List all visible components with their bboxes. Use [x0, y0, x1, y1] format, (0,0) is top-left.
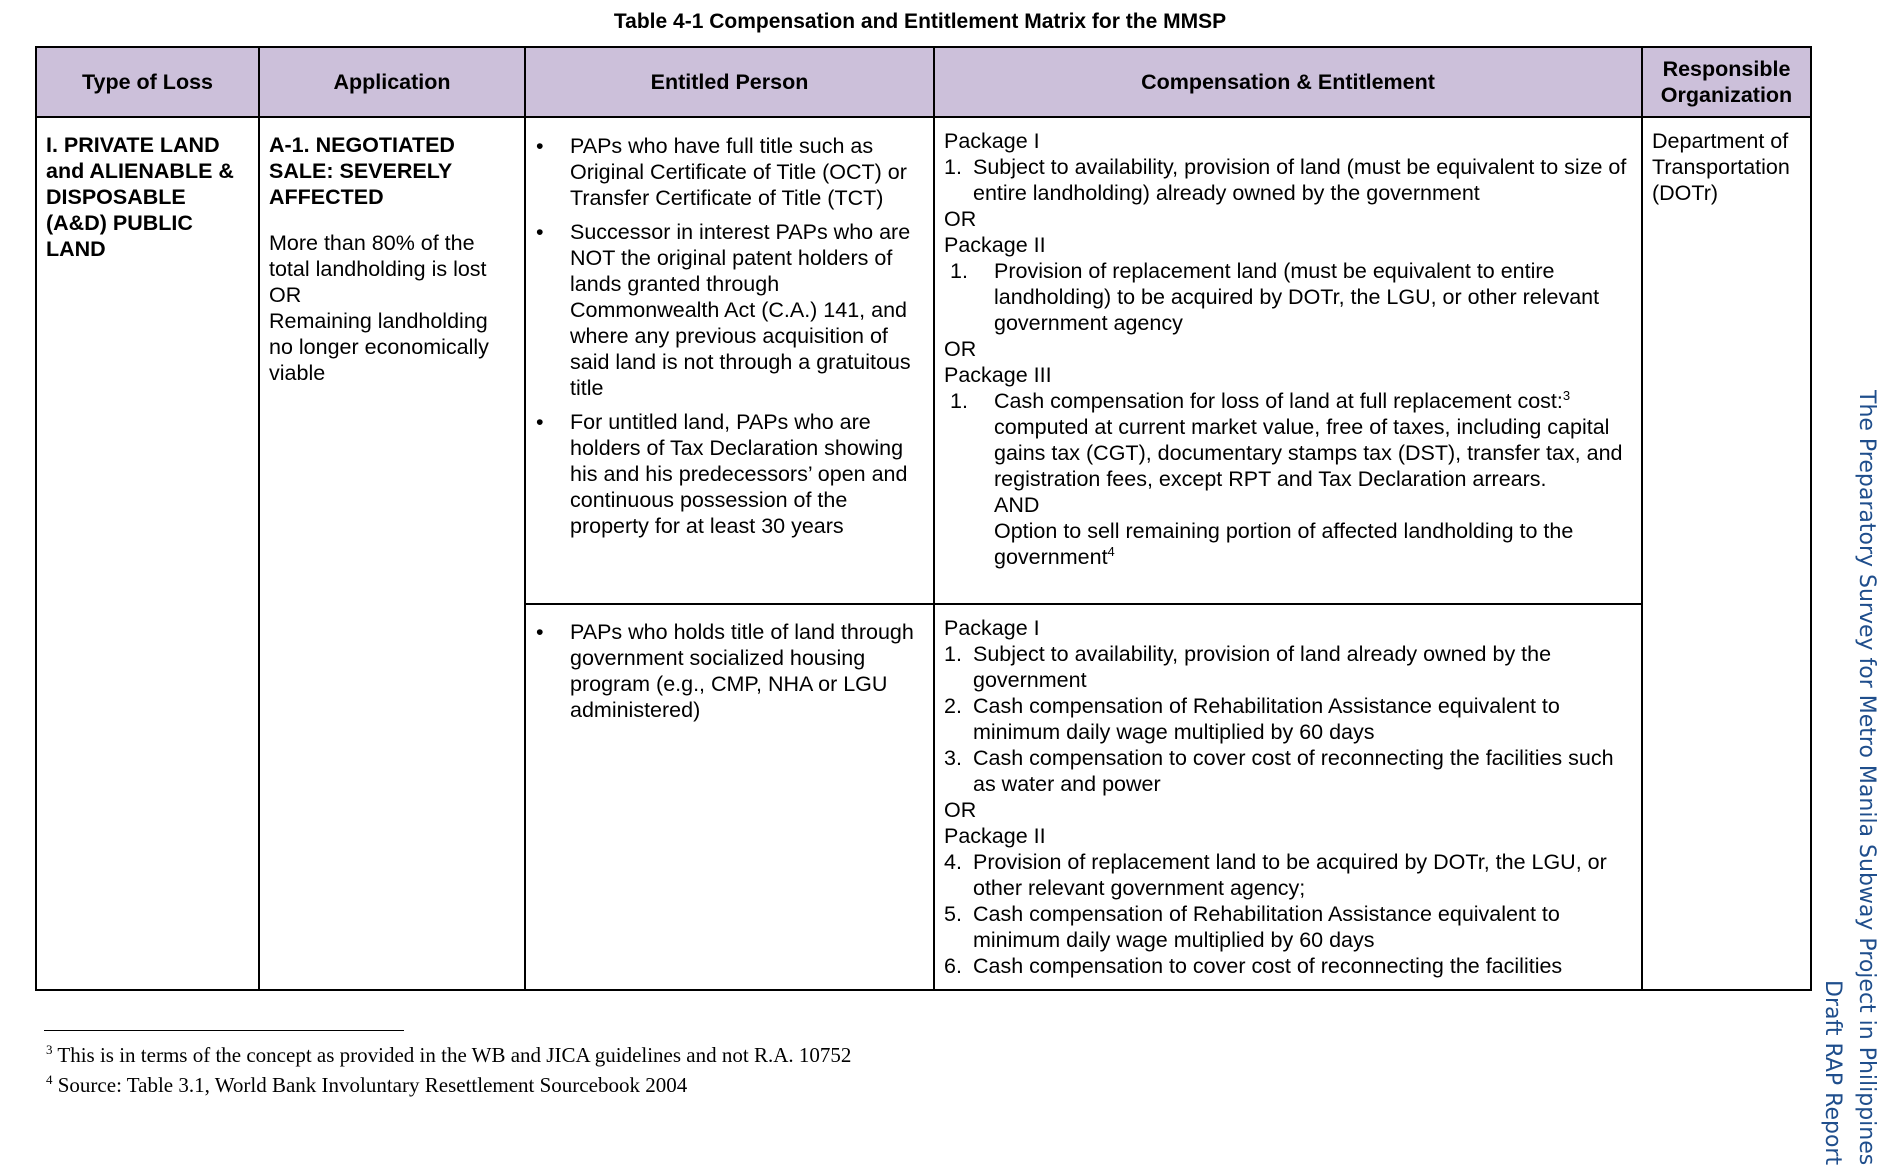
table-title: Table 4-1 Compensation and Entitlement Matrix for the MMSP — [613, 10, 1227, 33]
list-item: 1. Subject to availability, provision of land (must be equivalent to size of entire landholding) already owned by the government — [944, 155, 1627, 205]
report-subtitle: Draft RAP Report — [1820, 979, 1845, 1165]
list-item: • PAPs who have full title such as Original Certificate of Title (OCT) or Transfer Certificate of Title (TCT) — [536, 133, 923, 211]
application-criterion: More than 80% of the total landholding is lost — [269, 231, 487, 281]
header-compensation: Compensation & Entitlement — [934, 47, 1642, 117]
entitled-person-cell — [525, 604, 934, 990]
footnote: $^4$ Source: Table 3.1, World Bank Involuntary Resettlement Sourcebook 2004 — [46, 1072, 688, 1097]
package-title: Package II — [944, 824, 1046, 848]
report-title: The Preparatory Survey for Metro Manila Subway Project in Philippines — [1854, 389, 1879, 1165]
package-title: Package II — [944, 233, 1046, 257]
compensation-cell: Package I 1. Subject to availability, provision of land (must be equivalent to size of entire landholding) already owned by the government OR Package II 1. Provision of replacement land (must be equivalent to entire landholding) to be acquired by DOTr, the LGU, or other relevant government agency OR Package III 1. Cash compensation for loss of land at full replacement cost:$^3$ computed at current market value, free of taxes, including capital gains tax (CGT), documentary stamps tax (DST), transfer tax, and registration fees, except RPT and Tax Declaration arrears. AND Option to sell remaining portion of affected landholding to the government$^4$ — [934, 117, 1642, 604]
application-cell: A-1. NEGOTIATED SALE: SEVERELY AFFECTED More than 80% of the total landholding is lost OR Remaining landholding no longer economically viable — [259, 117, 525, 990]
application-criterion: Remaining landholding no longer economically viable — [269, 309, 489, 385]
compensation-cell: Package I 1. Subject to availability, provision of land already owned by the government 2. Cash compensation of Rehabilitation Assistance equivalent to minimum daily wage multiplied by 60 days 3. Cash compensation to cover cost of reconnecting the facilities such as water and power OR Package II 4. Provision of replacement land to be acquired by DOTr, the LGU, or other relevant government agency; 5. Cash compensation of Rehabilitation Assistance equivalent to minimum daily wage multiplied by 60 days 6. Cash compensation to cover cost of reconnecting the facilities — [934, 604, 1642, 990]
header-entitled-person: Entitled Person — [525, 47, 934, 117]
package-title: Package I — [944, 616, 1040, 640]
list-item: 2. Cash compensation of Rehabilitation Assistance equivalent to minimum daily wage multiplied by 60 days — [944, 694, 1560, 744]
list-item: 1. Provision of replacement land (must be equivalent to entire landholding) to be acquired by DOTr, the LGU, or other relevant government agency — [950, 259, 1600, 335]
type-of-loss-cell: I. PRIVATE LAND and ALIENABLE & DISPOSABLE (A&D) PUBLIC LAND — [36, 117, 259, 990]
list-item: 6. Cash compensation to cover cost of reconnecting the facilities — [944, 954, 1563, 978]
responsible-org-cell: Department of Transportation (DOTr) — [1642, 117, 1811, 990]
list-item: • PAPs who holds title of land through government socialized housing program (e.g., CMP, NHA or LGU administered) — [536, 619, 923, 723]
list-item: 1. Cash compensation for loss of land at full replacement cost:$^3$ computed at current market value, free of taxes, including capital gains tax (CGT), documentary stamps tax (DST), transfer tax, and registration fees, except RPT and Tax Declaration arrears. AND Option to sell remaining portion of affected landholding to the government$^4$ — [950, 387, 1623, 569]
footnote: $^3$ This is in terms of the concept as provided in the WB and JICA guidelines and not R.A. 10752 — [46, 1042, 852, 1067]
package-title: Package III — [944, 363, 1052, 387]
footnote-ref: 4 — [1107, 543, 1115, 559]
footnote-divider — [44, 1030, 404, 1031]
list-item: 3. Cash compensation to cover cost of reconnecting the facilities such as water and power — [944, 746, 1614, 796]
header-responsible-org: Responsible Organization — [1642, 47, 1811, 117]
list-item: 1. Subject to availability, provision of land already owned by the government — [944, 642, 1552, 692]
footnote-ref: 3 — [1562, 387, 1571, 403]
table-row — [36, 117, 1811, 604]
package-title: Package I — [944, 129, 1040, 153]
list-item: 5. Cash compensation of Rehabilitation Assistance equivalent to minimum daily wage multiplied by 60 days — [944, 902, 1560, 952]
compensation-matrix-table — [35, 46, 1812, 991]
list-item: 4. Provision of replacement land to be acquired by DOTr, the LGU, or other relevant government agency; — [944, 850, 1607, 900]
header-row — [36, 47, 1811, 117]
header-application: Application — [259, 47, 525, 117]
entitled-person-cell — [525, 117, 934, 604]
header-type-of-loss: Type of Loss — [36, 47, 259, 117]
document-sidebar-label — [1815, 365, 1887, 1175]
list-item: • For untitled land, PAPs who are holders of Tax Declaration showing his and his predecessors’ open and continuous possession of the property for at least 30 years — [536, 409, 923, 539]
application-heading: A-1. NEGOTIATED SALE: SEVERELY AFFECTED — [269, 133, 455, 209]
list-item: • Successor in interest PAPs who are NOT the original patent holders of lands granted through Commonwealth Act (C.A.) 141, and where any previous acquisition of said land is not through a gratuitous title — [536, 219, 923, 401]
